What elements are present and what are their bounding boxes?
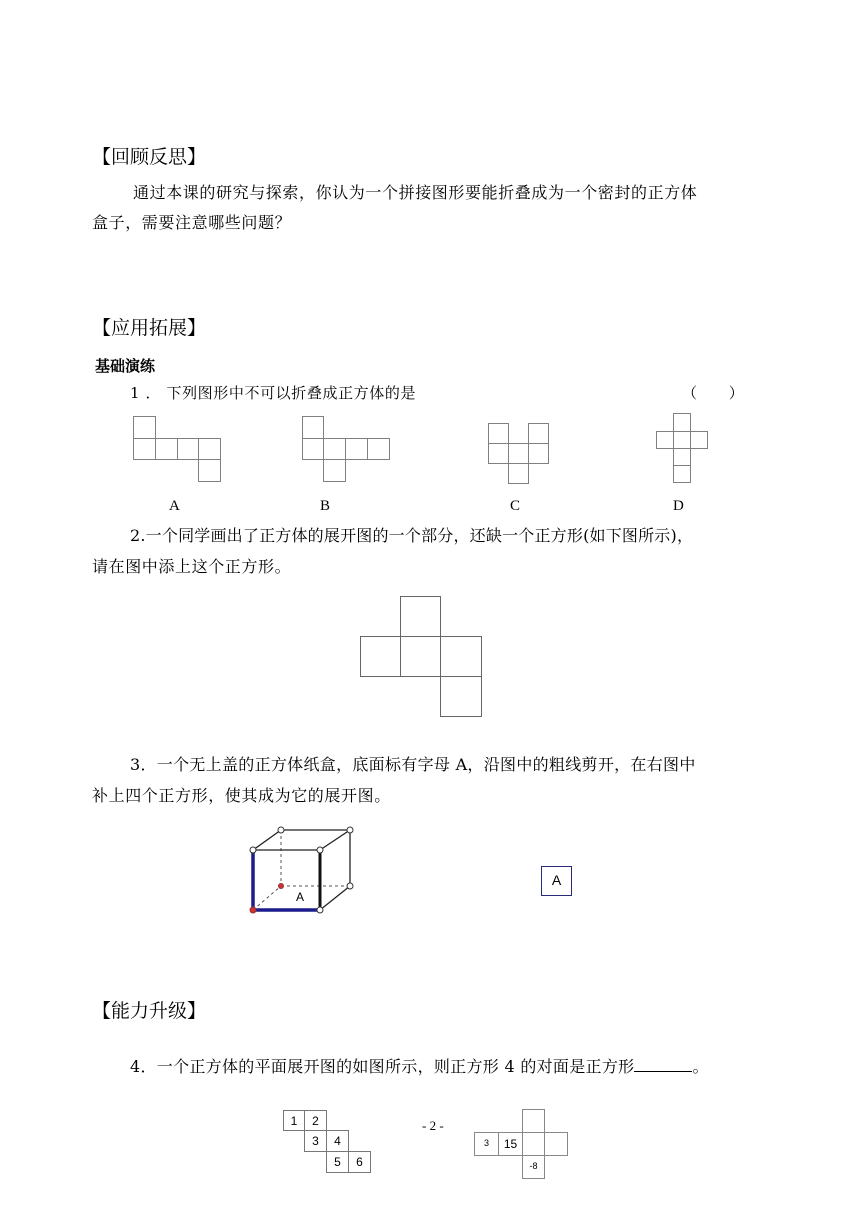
net-square: [302, 438, 324, 460]
section-heading-upgrade: 【能力升级】: [92, 1000, 207, 1022]
subheading-basic-practice: 基础演练: [95, 357, 156, 375]
net-cell-5: 5: [326, 1151, 349, 1173]
net-square: [488, 423, 509, 444]
net-square: [528, 443, 549, 464]
net-square: [522, 1132, 545, 1156]
option-b-label: B: [320, 498, 331, 514]
net-square: [367, 438, 390, 460]
net-cell-15: 15: [498, 1132, 523, 1156]
net-cell-2: 2: [304, 1110, 327, 1131]
net-square: [198, 438, 221, 460]
net-cell-6: 6: [348, 1151, 371, 1173]
net-square: [522, 1109, 545, 1133]
net-square: [440, 676, 482, 717]
net-square: [544, 1132, 568, 1156]
net-square: [528, 423, 549, 444]
option-c-label: C: [510, 498, 521, 514]
net-square: [440, 636, 482, 677]
option-d-label: D: [673, 498, 684, 514]
base-square-a: A: [541, 866, 572, 896]
net-square: [508, 443, 529, 464]
net-cell-3: 3: [304, 1130, 327, 1152]
section-heading-review: 【回顾反思】: [92, 146, 207, 168]
net-square: [360, 636, 401, 677]
net-square: [400, 636, 441, 677]
q4-answer-blank[interactable]: [634, 1057, 692, 1072]
q1-text: 1 ． 下列图形中不可以折叠成正方体的是: [130, 384, 417, 402]
cube-base-label: A: [296, 890, 305, 904]
net-square: [133, 416, 156, 439]
section-heading-apply: 【应用拓展】: [92, 317, 207, 339]
q2-line1: 2.一个同学画出了正方体的展开图的一个部分，还缺一个正方形(如下图所示)，: [130, 526, 694, 545]
review-question-line1: 通过本课的研究与探索，你认为一个拼接图形要能折叠成为一个密封的正方体: [133, 183, 698, 202]
page-number: - 2 -: [422, 1118, 444, 1133]
net-cell-neg8: -8: [522, 1155, 545, 1179]
net-square: [177, 438, 199, 460]
option-a-label: A: [169, 498, 180, 514]
net-square: [323, 459, 346, 482]
open-box-cube-figure: [240, 823, 370, 923]
net-square: [198, 459, 221, 482]
net-cell-3: 3: [474, 1132, 499, 1156]
net-square: [302, 416, 324, 439]
net-square: [673, 413, 691, 432]
net-square: [673, 448, 691, 466]
net-cell-4: 4: [326, 1130, 349, 1152]
net-square: [508, 463, 529, 484]
net-square: [133, 438, 156, 460]
net-square: [656, 431, 674, 449]
q4-text-after: 。: [692, 1057, 709, 1076]
net-square: [345, 438, 368, 460]
q2-line2: 请在图中添上这个正方形。: [92, 557, 292, 576]
review-question-line2: 盒子，需要注意哪些问题？: [92, 213, 292, 232]
net-square: [673, 431, 691, 449]
q3-line2: 补上四个正方形，使其成为它的展开图。: [92, 786, 391, 805]
q4-text-before: 4．一个正方体的平面展开图的如图所示，则正方形 4 的对面是正方形: [130, 1057, 635, 1076]
net-cell-1: 1: [283, 1110, 305, 1131]
net-square: [673, 465, 691, 483]
q4-text: [130, 1052, 709, 1082]
net-square: [323, 438, 346, 460]
net-square: [155, 438, 178, 460]
net-square: [488, 443, 509, 464]
net-square: [690, 431, 708, 449]
net-square: [400, 596, 441, 637]
q1-answer-paren: （ ）: [682, 384, 745, 402]
q3-line1: 3．一个无上盖的正方体纸盒，底面标有字母 A，沿图中的粗线剪开，在右图中: [130, 755, 696, 774]
